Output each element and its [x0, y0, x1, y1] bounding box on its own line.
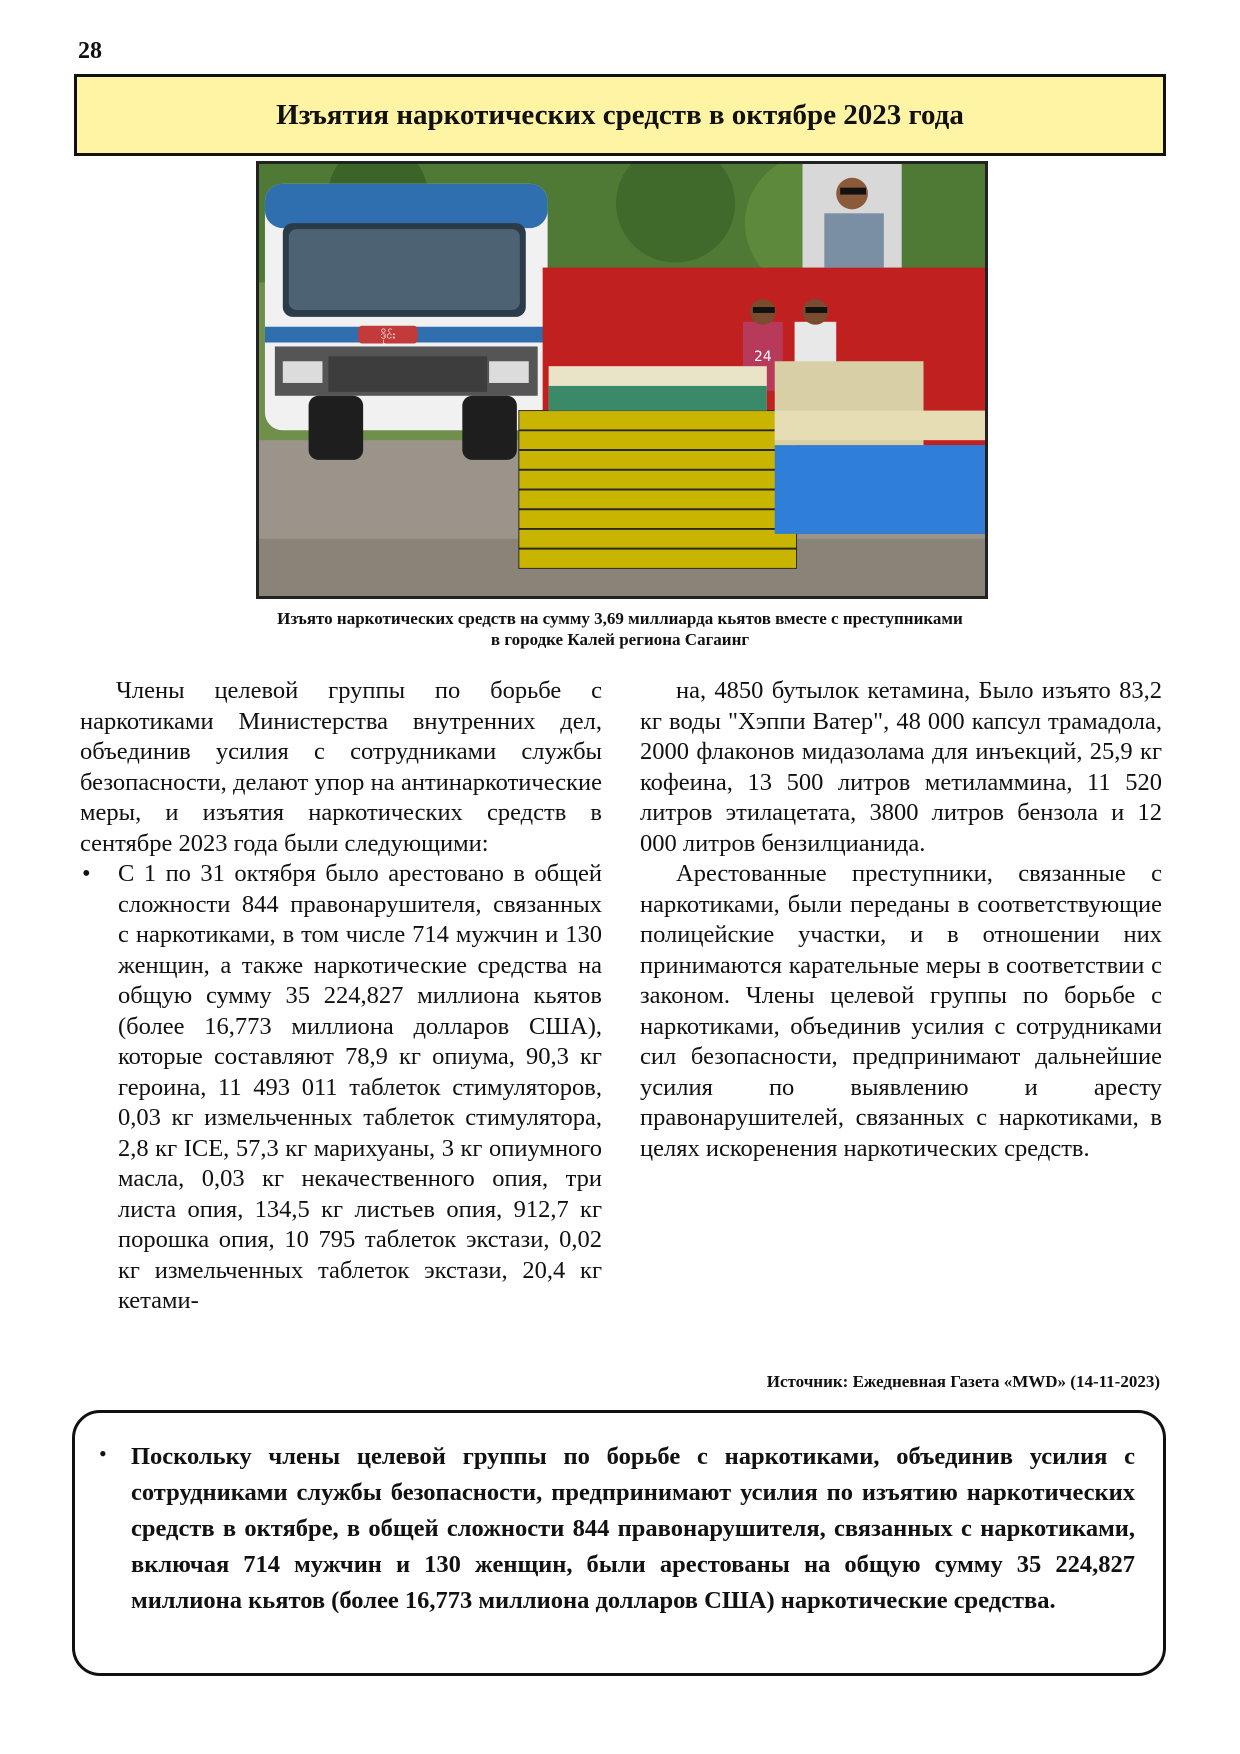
- seizure-photo-illustration: [259, 164, 985, 596]
- seizure-photo: [256, 161, 988, 599]
- bullet-icon: •: [99, 1441, 107, 1466]
- left-column: [80, 676, 602, 1317]
- summary-box: [72, 1410, 1166, 1676]
- shirt-number: 24: [754, 349, 772, 366]
- caption-line-1: Изъято наркотических средств на сумму 3,69 миллиарда кьятов вместе с преступниками: [277, 609, 963, 628]
- page-number: 28: [78, 38, 102, 64]
- bullet-icon: •: [82, 860, 91, 887]
- caption-line-2: в городке Калей региона Сагаинг: [490, 630, 750, 649]
- photo-caption: [160, 608, 1080, 650]
- arrest-paragraph: Арестованные преступники, связанные с наркотиками, были переданы в соответствующие полицейские участки, и в отношении них принимаются карательные меры в соответствии с законом. Члены целевой группы по борьбе с наркотиками, объединив усилия с сотрудниками сил безопасности, предпринимают дальнейшие усилия по выявлению и аресту правонарушителей, связанных с наркотиками, в целях искоренения наркотических средств.: [640, 860, 1162, 1162]
- list-item: [80, 859, 602, 1317]
- summary-text: Поскольку члены целевой группы по борьбе с наркотиками, объединив усилия с сотрудниками службы безопасности, предпринимают усилия по изъятию наркотических средств в октябре, в общей сложности 844 правонарушителя, связанных с наркотиками, включая 714 мужчин и 130 женщин, были арестованы на общую сумму 35 224,827 миллиона кьятов (более 16,773 миллиона долларов США) наркотические средства.: [131, 1443, 1135, 1614]
- bullet-text: С 1 по 31 октября было арестовано в общей сложности 844 правонарушителя, связанных с наркотиками, в том числе 714 мужчин и 130 женщин, а также наркотические средства на общую сумму 35 224,827 миллиона кьятов (более 16,773 миллиона долларов США), которые составляют 78,9 кг опиума, 90,3 кг героина, 11 493 011 таблеток стимуляторов, 0,03 кг измельченных таблеток стимулятора, 2,8 кг ICE, 57,3 кг марихуаны, 3 кг опиумного масла, 0,03 кг некачественного опия, три листа опия, 134,5 кг листьев опия, 912,7 кг порошка опия, 10 795 таблеток экстази, 0,02 кг измельченных таблеток экстази, 20,4 кг кетами-: [118, 860, 602, 1314]
- intro-paragraph: Члены целевой группы по борьбе с наркотиками Министерства внутренних дел, объединив усилия с сотрудниками службы безопасности, делают упор на антинаркотические меры, и изъятия наркотических средств в сентябре 2023 года были следующими:: [80, 677, 602, 857]
- page-title: [74, 74, 1166, 156]
- page-title-text: Изъятия наркотических средств в октябре 2023 года: [276, 98, 964, 131]
- right-column: [640, 676, 1162, 1164]
- continuation-paragraph: на, 4850 бутылок кетамина, Было изъято 83,2 кг воды "Хэппи Ватер", 48 000 капсул трамадола, 2000 флаконов мидазолама для инъекций, 25,9 кг кофеина, 13 500 литров метиламмина, 11 520 литров этилацетата, 3800 литров бензола и 12 000 литров бензилцианида.: [640, 677, 1162, 857]
- source-citation: Источник: Ежедневная Газета «MWD» (14-11-2023): [766, 1372, 1160, 1391]
- truck-sign: ဒိုင်း: [380, 328, 396, 342]
